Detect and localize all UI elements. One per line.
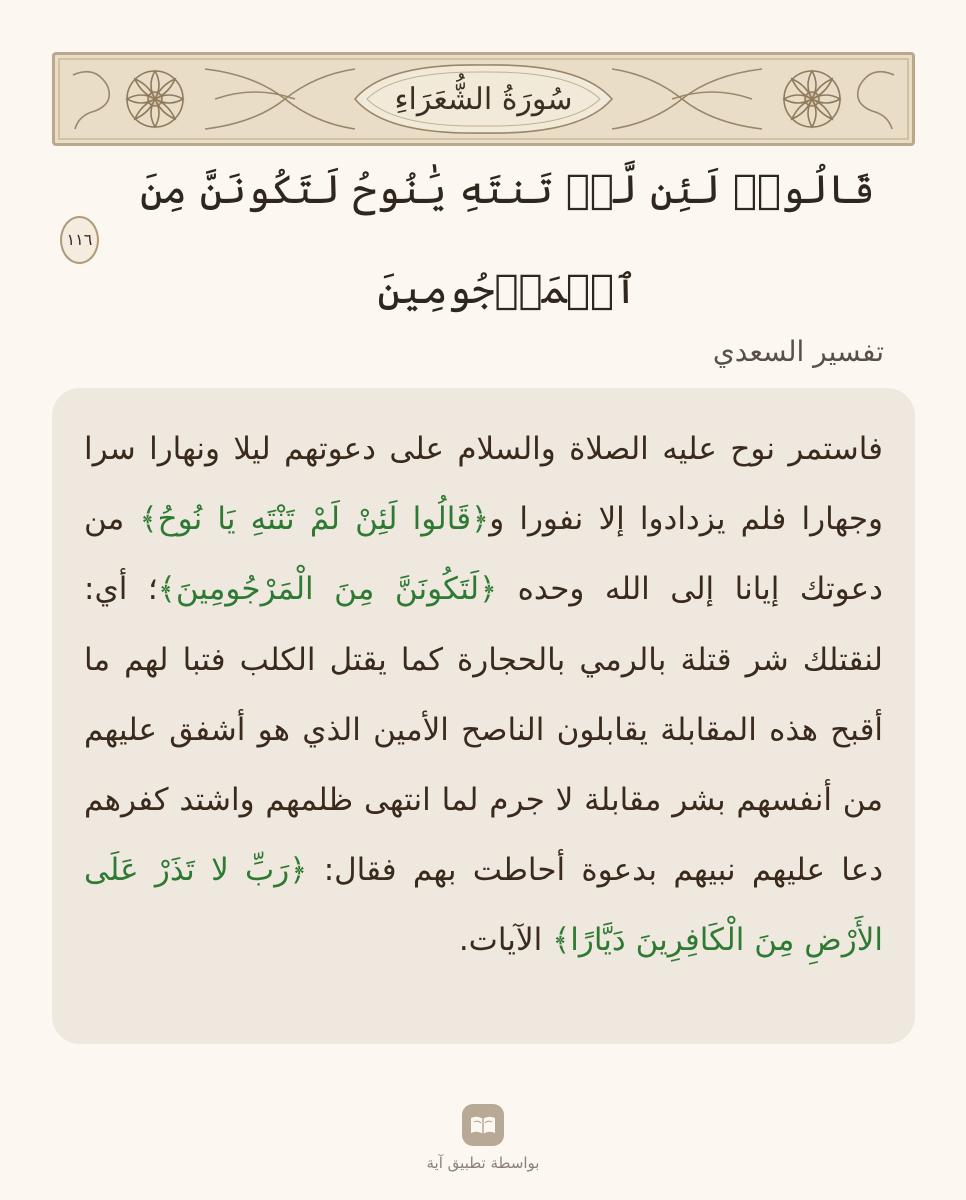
rosette-icon-right [784, 71, 840, 127]
tafsir-text: ؛ أي: لنقتلك شر قتلة بالرمي بالحجارة كما يقتل الكلب فتبا لهم ما أقبح هذه المقابلة يقابلون الناصح الأمين الذي هو أشفق عليهم من أنفسهم بشر مقابلة لا جرم لما انتهى ظلمهم واشتد كفرهم دعا عليهم نبيهم بدعوة أحاطت بهم فقال: [84, 571, 884, 889]
tafsir-paragraph [84, 414, 883, 976]
quran-quote: ﴿لَتَكُونَنَّ مِنَ الْمَرْجُومِينَ﴾ [157, 571, 498, 608]
quran-book-icon [462, 1104, 504, 1146]
quran-quote: ﴿قَالُوا لَئِنْ لَمْ تَنْتَهِ يَا نُوحُ﴾ [139, 501, 490, 538]
surah-header-banner [52, 52, 915, 146]
verse-block [60, 167, 906, 313]
tafsir-text: الآيات. [458, 922, 553, 959]
surah-title: سُورَةُ الشُّعَرَاءِ [394, 81, 573, 117]
app-credit: بواسطة تطبيق آية [426, 1154, 540, 1172]
verse-text: قَالُوا۟ لَئِن لَّمۡ تَنتَهِ يَٰنُوحُ لَتَكُونَنَّ مِنَ ٱلۡمَرۡجُومِينَ [140, 167, 875, 313]
rosette-icon-left [127, 71, 183, 127]
tafsir-card [52, 388, 915, 1044]
tafsir-source-label: تفسير السعدي [712, 335, 884, 368]
tafsir-text: من دعوتك إيانا إلى الله وحده [84, 501, 883, 608]
surah-title-plate [359, 70, 609, 128]
tafsir-text: فاستمر نوح عليه الصلاة والسلام على دعوتهم ليلا ونهارا سرا وجهارا فلم يزدادوا إلا نفورا و [84, 431, 884, 538]
quran-quote: ﴿رَبِّ لا تَذَرْ عَلَى الأَرْضِ مِنَ الْكَافِرِينَ دَيَّارًا﴾ [84, 852, 883, 959]
ayah-number-marker: ١١٦ [60, 216, 99, 264]
